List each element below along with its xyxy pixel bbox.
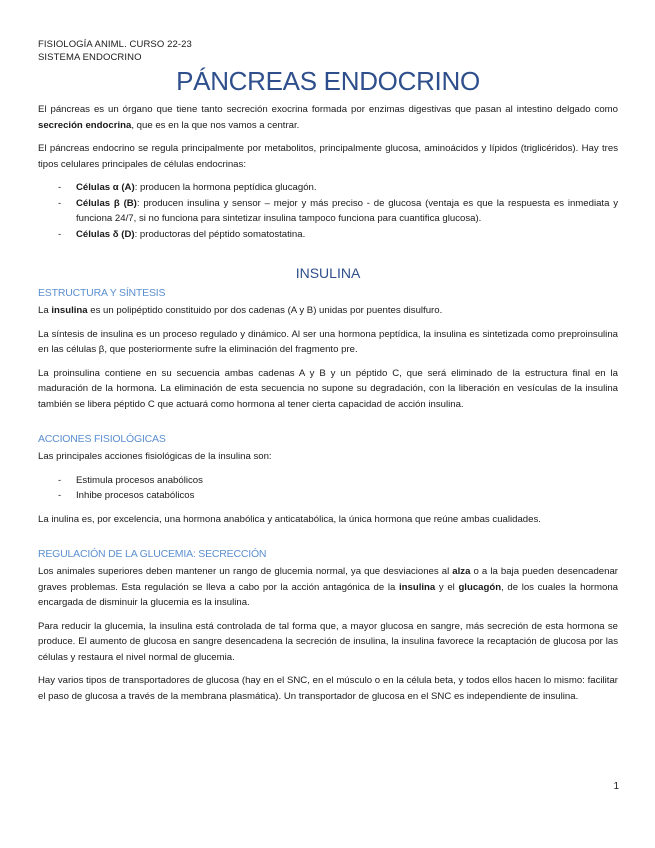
estructura-paragraph-3: La proinsulina contiene en su secuencia ambas cadenas A y B y un péptido C, que será eliminado de la estructura final en la maduración de la hormona. La eliminación de esta secuencia no supone su degradación, con la liberación en vesículas de la insulina también se libera péptido C que actuará como hormona al tener cierta capacidad de acción insulina. xyxy=(38,367,618,410)
cell-types-list xyxy=(38,180,618,242)
list-item-catabolic: - Inhibe procesos catabólicos xyxy=(58,490,195,501)
list-item-anabolic: - Estimula procesos anabólicos xyxy=(58,474,203,486)
page-number: 1 xyxy=(613,781,619,792)
regulacion-paragraph-3: Hay varios tipos de transportadores de glucosa (hay en el SNC, en el músculo o en la célula beta, y todos ellos hacen lo mismo: facilitar el paso de glucosa a través de la membrana plasmática). Un transportador de glucosa en el SNC es independiente de insulina. xyxy=(38,675,618,702)
subheading-regulacion: REGULACIÓN DE LA GLUCEMIA: SECRECCIÓN xyxy=(38,548,267,560)
regulacion-paragraph-2: Para reducir la glucemia, la insulina está controlada de tal forma que, a mayor glucosa en sangre, más secreción de esta hormona se produce. El aumento de glucosa en sangre desencadena la secreción de insulina, la insulina favorece la recaptación de glucosa por las células y restaura el nivel normal de glucemia. xyxy=(38,620,618,663)
header-subject: SISTEMA ENDOCRINO xyxy=(38,52,142,63)
list-item-delta-cells: - Células δ (D): productoras del péptido somatostatina. xyxy=(58,228,306,240)
document-page xyxy=(38,38,618,712)
subheading-estructura: ESTRUCTURA Y SÍNTESIS xyxy=(38,287,166,299)
acciones-list xyxy=(38,473,618,504)
page-title: PÁNCREAS ENDOCRINO xyxy=(176,66,480,96)
intro-paragraph-1: El páncreas es un órgano que tiene tanto secreción exocrina formada por enzimas digestivas que pasan al intestino delgado como secreción endocrina, que es en la que nos vamos a centrar. xyxy=(38,104,618,131)
estructura-paragraph-2: La síntesis de insulina es un proceso regulado y dinámico. Al ser una hormona peptídica, la insulina es sintetizada como preproinsulina en las células β, que posteriormente sufre la eliminación del fragmento pre. xyxy=(38,328,618,355)
header-course: FISIOLOGÍA ANIML. CURSO 22-23 xyxy=(38,39,192,50)
list-item-alpha-cells: - Células α (A): producen la hormona peptídica glucagón. xyxy=(58,182,317,193)
estructura-paragraph-1: La insulina es un polipéptido constituido por dos cadenas (A y B) unidas por puentes disulfuro. xyxy=(38,305,443,316)
section-heading-insulina: INSULINA xyxy=(295,265,361,281)
subheading-acciones: ACCIONES FISIOLÓGICAS xyxy=(38,433,166,445)
list-item-beta-cells: - Células β (B): producen insulina y sensor – mejor y más preciso - de glucosa (ventaja es que la respuesta es inmediata y funciona 24/7, si no funciona para sintetizar insulina tampoco funciona para cuantifica glucosa). xyxy=(58,197,618,224)
intro-paragraph-2: El páncreas endocrino se regula principalmente por metabolitos, principalmente glucosa, aminoácidos y lípidos (triglicéridos). Hay tres tipos celulares principales de células endocrinas: xyxy=(38,143,618,170)
acciones-paragraph-1: Las principales acciones fisiológicas de la insulina son: xyxy=(38,451,272,462)
acciones-paragraph-2: La inulina es, por excelencia, una hormona anabólica y anticatabólica, la única hormona que reúne ambas cualidades. xyxy=(38,513,541,525)
regulacion-paragraph-1: Los animales superiores deben mantener un rango de glucemia normal, ya que desviaciones al alza o a la baja pueden desencadenar graves problemas. Esta regulación se lleva a cabo por la acción antagónica de la insulina y el glucagón, de los cuales la hormona encargada de disminuir la glucemia es la insulina. xyxy=(38,566,619,608)
